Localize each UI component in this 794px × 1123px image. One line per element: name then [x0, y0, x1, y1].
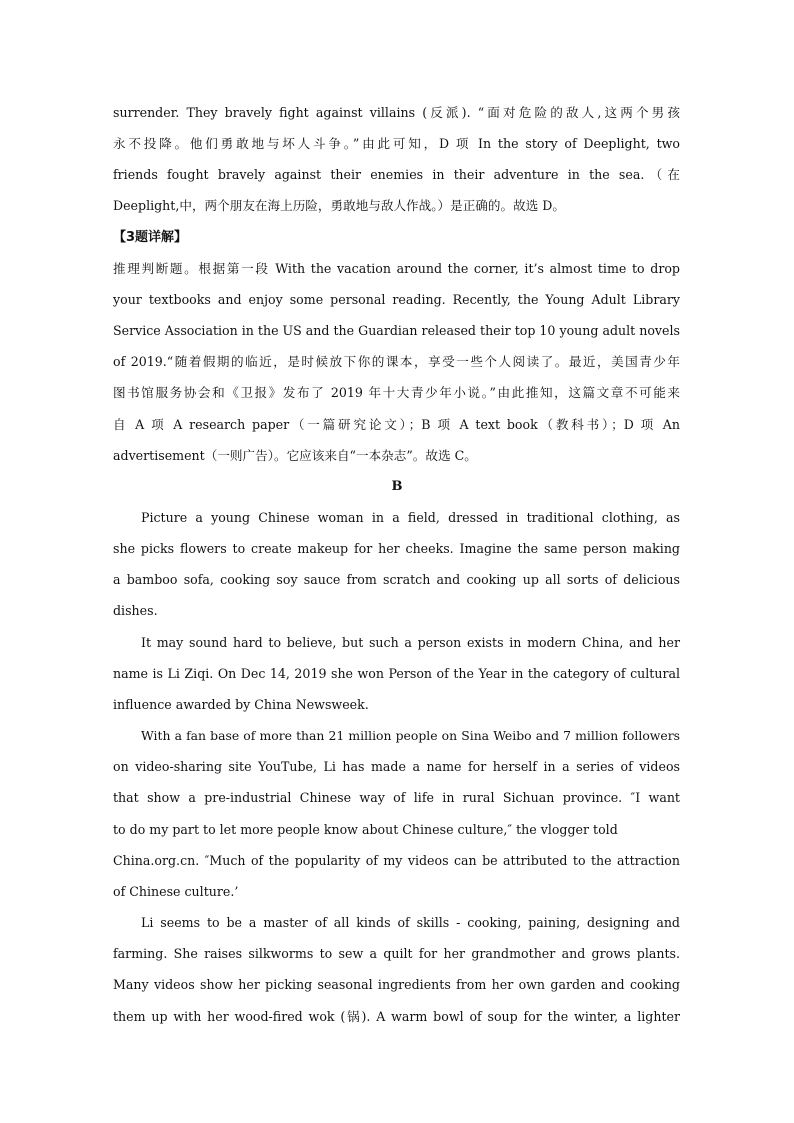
text-line: she picks flowers to create makeup for her cheeks. Imagine the same person making	[113, 541, 680, 556]
text-line: of Chinese culture.’	[113, 884, 239, 899]
text-line: Many videos show her picking seasonal ingredients from her own garden and cooking	[113, 977, 680, 992]
text-line: a bamboo sofa, cooking soy sauce from scratch and cooking up all sorts of delicious	[113, 572, 680, 587]
text-line: 推理判断题。根据第一段 With the vacation around the corner, it’s almost time to drop	[113, 261, 680, 276]
text-line: 永不投降。他们勇敢地与坏人斗争。”由此可知，D 项 In the story of Deeplight, two	[113, 136, 680, 151]
text-line: of 2019.“随着假期的临近，是时候放下你的课本，享受一些个人阅读了。最近，美国青少年	[113, 354, 680, 369]
text-line: Deeplight,中，两个朋友在海上历险，勇敢地与敌人作战。）是正确的。故选 D。	[113, 198, 565, 213]
text-line: With a fan base of more than 21 million people on Sina Weibo and 7 million followers	[141, 728, 680, 743]
text-line: 图书馆服务协会和《卫报》发布了 2019 年十大青少年小说。”由此推知，这篇文章不可能来	[113, 385, 680, 400]
text-line: Picture a young Chinese woman in a field, dressed in traditional clothing, as	[141, 510, 680, 525]
text-line: influence awarded by China Newsweek.	[113, 697, 369, 712]
text-line: dishes.	[113, 603, 158, 618]
text-line: farming. She raises silkworms to sew a quilt for her grandmother and grows plants.	[113, 946, 680, 961]
text-line: China.org.cn. ″Much of the popularity of my videos can be attributed to the attraction	[113, 853, 680, 868]
text-line: 自 A 项 A research paper（一篇研究论文）；B 项 A text book（教科书）；D 项 An	[113, 417, 680, 432]
text-line: friends fought bravely against their enemies in their adventure in the sea.（在	[113, 167, 680, 182]
sub-heading: 【3题详解】	[113, 230, 188, 245]
section-title: B	[391, 479, 403, 494]
text-line: name is Li Ziqi. On Dec 14, 2019 she won Person of the Year in the category of cultural	[113, 666, 680, 681]
text-line: on video-sharing site YouTube, Li has made a name for herself in a series of videos	[113, 759, 680, 774]
text-line: your textbooks and enjoy some personal reading. Recently, the Young Adult Library	[113, 292, 680, 307]
text-line: advertisement（一则广告）。它应该来自“一本杂志”。故选 C。	[113, 448, 477, 463]
text-line: Service Association in the US and the Guardian released their top 10 young adult novels	[113, 323, 680, 338]
text-line: that show a pre-industrial Chinese way of life in rural Sichuan province. ″I want	[113, 790, 680, 805]
text-line: Li seems to be a master of all kinds of skills - cooking, paining, designing and	[141, 915, 680, 930]
text-line: to do my part to let more people know about Chinese culture,″ the vlogger told	[113, 822, 618, 837]
text-line: It may sound hard to believe, but such a person exists in modern China, and her	[141, 635, 680, 650]
text-line: surrender. They bravely fight against villains (反派). “面对危险的敌人,这两个男孩	[113, 105, 680, 120]
text-line: them up with her wood-fired wok (锅). A warm bowl of soup for the winter, a lighter	[113, 1009, 680, 1024]
